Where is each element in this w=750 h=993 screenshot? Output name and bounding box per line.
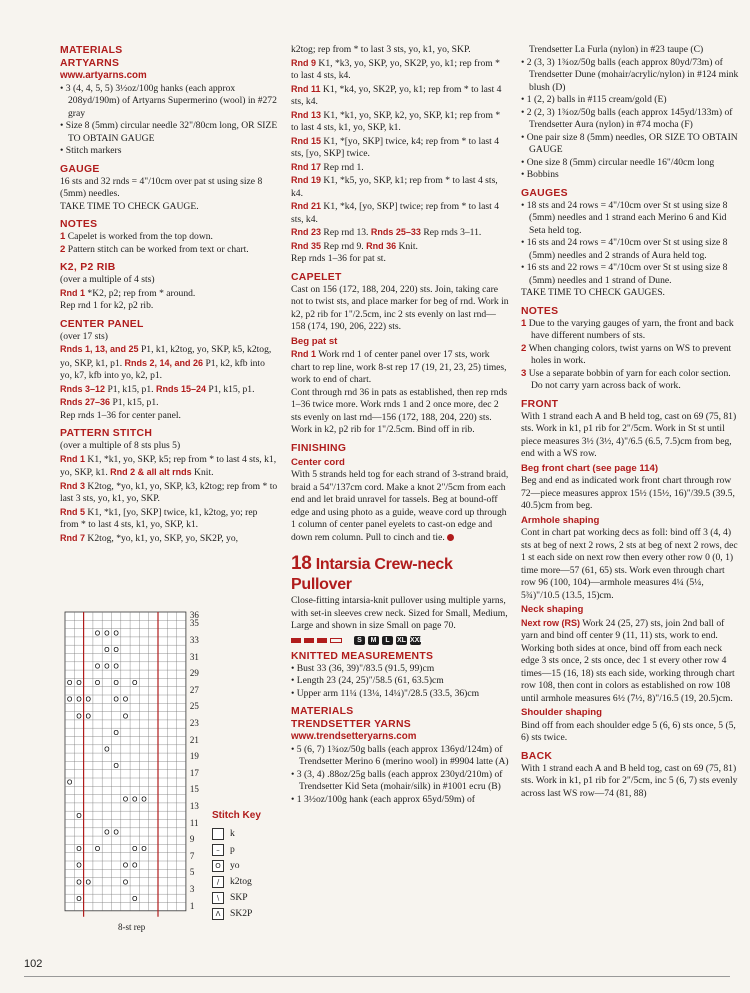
instruction: Work rnd 1 of center panel over 17 sts, work chart to rep line, work 8-st rep 17 (19, 21, 23, 25) times, work to end of chart. <box>291 349 507 385</box>
stitch-key-item <box>212 890 261 906</box>
note-text: Due to the varying gauges of yarn, the front and back have different numbers of sts. <box>528 317 734 341</box>
stitch-symbol-icon: / <box>212 876 224 888</box>
material-item: • One size 8 (5mm) circular needle 16"/40cm long <box>521 156 715 168</box>
k2p2-heading: K2, P2 RIB <box>60 262 116 273</box>
material-item: • Stitch markers <box>60 145 122 156</box>
instruction: K2tog, *yo, k1, yo, SKP, yo, SK2P, yo, <box>87 532 239 544</box>
size-icon: L <box>382 636 393 645</box>
materials-heading: MATERIALS <box>60 45 123 56</box>
k2p2-text: Rep rnd 1 for k2, p2 rib. <box>60 300 154 311</box>
chart-row-number: 27 <box>189 684 199 695</box>
material-item: Trendsetter La Furla (nylon) in #23 taupe (C) <box>529 44 704 55</box>
chart-stitch-symbol: O <box>66 695 73 704</box>
stitch-key-label: SK2P <box>230 908 253 919</box>
shoulder-heading: Shoulder shaping <box>521 707 603 718</box>
gauge-check: TAKE TIME TO CHECK GAUGE. <box>60 200 199 212</box>
note-text: Pattern stitch can be worked from text or chart. <box>67 243 249 255</box>
material-item: • Bobbins <box>521 169 559 180</box>
chart-stitch-symbol: O <box>85 878 92 887</box>
column-3 <box>521 44 740 800</box>
chart-stitch-symbol: O <box>141 795 147 804</box>
pattern-number: 18 <box>291 553 312 574</box>
chart-stitch-symbol: O <box>141 845 147 854</box>
chart-row-number: 33 <box>189 634 199 645</box>
size-icon: XL <box>397 636 406 644</box>
chart-row-number: 7 <box>189 850 195 861</box>
chart-stitch-symbol: O <box>76 894 82 903</box>
stitch-key-item <box>212 906 261 922</box>
rep-label: 8-st rep <box>118 922 146 932</box>
chart-stitch-symbol: O <box>94 629 101 638</box>
front-text: With 1 strand each A and B held tog, cast on 69 (75, 81) sts. Work in k1, p1 rib for 2"/5cm. Work in St st until piece measures 3½ (3½, 4)"/6.5 (6.5, 7.5)cm from beg, end with a WS row. <box>521 410 737 459</box>
pattern-description: Close-fitting intarsia-knit pullover using multiple yarns, with set-in sleeves crew neck. Sized for Small, Medium, Large and shown in size Small on page 70. <box>291 595 508 631</box>
stitch-key-label: yo <box>230 860 240 871</box>
chart-stitch-symbol: O <box>94 679 101 688</box>
instruction: Knit. <box>398 240 418 252</box>
chart-grid <box>60 608 210 928</box>
instruction: *K2, p2; rep from * around. <box>87 287 196 299</box>
gauge-text: 16 sts and 32 rnds = 4"/10cm over pat st using size 8 (5mm) needles. <box>60 175 263 199</box>
instruction: K1, *k4, [yo, SKP] twice; rep from * to last 4 sts, k4. <box>291 201 500 225</box>
instruction: P1, k2, kfb into yo, k7, kfb into yo, k2, p1. <box>60 357 265 381</box>
round-label: Rnds 2, 14, and 26 <box>124 357 204 368</box>
chart-stitch-symbol: O <box>104 662 110 671</box>
notes-heading: NOTES <box>60 219 98 230</box>
chart-row-number: 13 <box>189 800 199 811</box>
front-text: Cont in chart pat working decs as foll: bind off 3 (4, 4) sts at beg of next 2 rows, 2 sts at beg of next 2 rows, dec 1 st each side on next row then every other row 0 (0, 1) time more—57 (61, 65) sts. Work even through chart row 96 (100, 104)—armhole measures 4¼ (5¼, 5¾)"/10.5 (13.5, 15)cm. <box>521 527 738 601</box>
round-label: Rnd 1 <box>60 453 86 464</box>
chart-stitch-symbol: O <box>113 645 119 654</box>
instruction: P1, k1, k2tog, yo, SKP, k5, k2tog, yo, SKP, k1, p1. <box>60 344 272 369</box>
back-text: With 1 strand each A and B held tog, cast on 69 (75, 81) sts. Work in k1, p1 rib for 2"/5cm, inc 5 (6, 7) sts evenly across last WS row—74 (81, 88) <box>521 762 738 799</box>
ps-text: (over a multiple of 8 sts plus 5) <box>60 440 181 451</box>
chart-stitch-symbol: O <box>104 629 110 638</box>
chart-stitch-symbol: O <box>104 645 110 654</box>
round-label: Rnds 15–24 <box>155 383 206 394</box>
chart-stitch-symbol: O <box>76 878 82 887</box>
stitch-key <box>212 808 261 922</box>
skill-level-bar <box>304 638 314 643</box>
size-icon: XXL <box>410 636 424 644</box>
center-panel-heading: CENTER PANEL <box>60 318 144 330</box>
material-item: • Size 8 (5mm) circular needle 32"/80cm long, OR SIZE TO OBTAIN GAUGE <box>60 120 278 144</box>
ps-text: k2tog; rep from * to last 3 sts, yo, k1, yo, SKP. <box>291 44 471 55</box>
note-item <box>521 368 740 393</box>
ps-text <box>60 506 278 532</box>
instruction: With 5 strands held tog for each strand of 3-strand braid, braid a 54"/137cm cord. Make a knot 2"/5cm from each end and let braid unravel for tassels. Beg at bound-off edge and using photo as a guide, weave cord up through 1 column of center panel eyelets to cast-on edge and down rem column. Pull to cinch and tie. <box>291 469 509 543</box>
note-item <box>60 244 278 257</box>
round-label: Rnd 21 <box>291 201 322 211</box>
chart-row-number: 17 <box>189 767 199 778</box>
chart-stitch-symbol: O <box>113 728 119 737</box>
materials-heading: MATERIALS <box>291 706 354 717</box>
note-number: 2 <box>60 243 66 255</box>
stitch-key-title: Stitch Key <box>212 810 261 821</box>
material-item: • 3 (3, 4) .88oz/25g balls (each approx 230yd/210m) of Trendsetter Kid Seta (mohair/silk) in #1001 ecru (B) <box>291 768 503 792</box>
chart-stitch-symbol: O <box>122 712 129 721</box>
chart-stitch-symbol: O <box>131 679 138 688</box>
artyarns-url[interactable]: www.artyarns.com <box>60 70 147 81</box>
material-item: • 5 (6, 7) 1¾oz/50g balls (each approx 136yd/124m) of Trendsetter Merino 6 (merino wool) in #9904 latte (A) <box>291 743 509 767</box>
chart-stitch-symbol: O <box>104 745 110 754</box>
chart-stitch-symbol: O <box>66 778 73 787</box>
center-cord-heading: Center cord <box>291 456 345 468</box>
column-1 <box>60 44 278 545</box>
note-number: 1 <box>60 231 66 242</box>
chart-stitch-symbol: O <box>131 795 138 804</box>
footer-rule <box>24 976 730 977</box>
gauge-check: TAKE TIME TO CHECK GAUGES. <box>521 287 665 298</box>
chart-row-number: 1 <box>189 900 195 911</box>
round-label: Rnd 35 <box>291 240 322 251</box>
round-label: Rnd 1 <box>60 287 86 298</box>
note-text: Use a separate bobbin of yarn for each color section. Do not carry yarn across back of work. <box>528 367 731 391</box>
chart-stitch-symbol: O <box>122 795 129 804</box>
gauge-item: • 16 sts and 22 rows = 4"/10cm over St st using size 8 (5mm) needles and 1 strand of Dune. <box>521 262 728 286</box>
finishing-heading: FINISHING <box>291 442 347 454</box>
stitch-key-label: k <box>230 828 235 839</box>
armhole-heading: Armhole shaping <box>521 514 600 526</box>
chart-row-number: 36 <box>189 610 199 620</box>
chart-stitch-symbol: O <box>76 861 82 870</box>
stitch-symbol-icon: O <box>212 860 224 872</box>
front-text: Bind off from each shoulder edge 5 (6, 6) sts once, 5 (5, 6) sts twice. <box>521 719 736 743</box>
instruction: K1, *[yo, SKP] twice, k4; rep from * to last 4 sts, [yo, SKP] twice. <box>291 135 500 159</box>
chart-stitch-symbol: O <box>85 712 92 721</box>
chart-stitch-symbol: O <box>113 679 119 688</box>
beg-front-chart-heading: Beg front chart (see page 114) <box>521 462 659 474</box>
chart-row-number: 3 <box>189 883 195 894</box>
skill-level-bar <box>317 638 327 643</box>
artyarns-heading: ARTYARNS <box>60 58 120 69</box>
note-item <box>521 318 740 343</box>
measurement-item: • Upper arm 11¼ (13¼, 14¼)"/28.5 (33.5, 36)cm <box>291 687 480 699</box>
note-number: 2 <box>521 342 527 354</box>
note-item <box>521 343 740 368</box>
chart-row-number: 5 <box>189 867 195 878</box>
k2p2-text <box>60 287 278 301</box>
instruction: P1, k15, p1. <box>107 383 154 395</box>
row-label: Next row (RS) <box>521 617 581 628</box>
round-label: Rnd 9 <box>291 57 317 68</box>
notes-heading: NOTES <box>521 305 559 317</box>
round-label: Rnd 15 <box>291 135 322 146</box>
gauge-heading: GAUGE <box>60 163 100 175</box>
stitch-symbol-icon: – <box>212 844 224 856</box>
chart-stitch-symbol: O <box>122 695 129 704</box>
chart-row-number: 11 <box>189 817 199 828</box>
instruction: Rep rnds 1–36 for pat st. <box>291 253 386 264</box>
instruction: K1, *k5, yo, SKP, k1; rep from * to last 4 sts, k4. <box>291 175 498 199</box>
chart-stitch-symbol: O <box>122 861 129 870</box>
round-label: Rnd 17 <box>291 161 322 172</box>
front-text: Beg and end as indicated work front chart through row 72—piece measures approx 15½ (15½, 16)"/39.5 (39.5, 40.5)cm from beg. <box>521 475 735 511</box>
chart-row-number: 25 <box>189 701 199 712</box>
page-number: 102 <box>24 958 43 970</box>
stitch-symbol-icon: \ <box>212 892 224 904</box>
capelet-text: Cast on 156 (172, 188, 204, 220) sts. Join, taking care not to twist sts, and place marker for beg of rnd. Work in k2, p2 rib for 1"/2.5cm, inc 2 sts evenly on last rnd—158 (174, 190, 206, 222) sts. <box>291 283 509 332</box>
round-label: Rnd 2 & all alt rnds <box>110 467 192 477</box>
material-item: • 2 (2, 3) 1¾oz/50g balls (each approx 145yd/133m) of Trendsetter Aura (nylon) in #74 mocha (F) <box>521 106 733 130</box>
stitch-key-label: SKP <box>230 892 248 903</box>
chart-stitch-symbol: O <box>113 695 119 704</box>
chart-stitch-symbol: O <box>76 679 82 688</box>
chart-stitch-symbol: O <box>66 679 73 688</box>
cp-text <box>60 343 278 383</box>
pattern-name: Intarsia Crew-neck Pullover <box>291 556 453 593</box>
round-label: Rnds 1, 13, and 25 <box>60 344 139 354</box>
instruction: P1, k15, p1. <box>112 397 159 408</box>
end-bullet-icon <box>447 534 454 541</box>
round-label: Rnds 25–33 <box>370 227 421 237</box>
round-label: Rnd 11 <box>291 83 321 94</box>
measurement-item: • Length 23 (24, 25)"/58.5 (61, 63.5)cm <box>291 675 444 686</box>
note-number: 3 <box>521 367 527 379</box>
chart-row-number: 19 <box>189 751 199 762</box>
ps-text <box>60 480 278 506</box>
chart-stitch-symbol: O <box>76 811 82 820</box>
chart-row-number: 23 <box>189 717 199 728</box>
chart-row-number: 9 <box>189 834 195 845</box>
instruction: K1, *k4, yo, SK2P, yo, k1; rep from * to last 4 sts, k4. <box>291 83 502 107</box>
capelet-text: Cont through rnd 36 in pats as established, then rep rnds 1–36 twice more. Work rnds 1 and 2 once more, dec 2 sts evenly on last rnd—156 (172, 188, 204, 220) sts. Work in k2, p2 rib for 1"/2.5cm. Bind off in rib. <box>291 386 508 435</box>
round-label: Rnd 7 <box>60 532 86 543</box>
chart-stitch-symbol: O <box>94 662 101 671</box>
chart-row-number: 15 <box>189 784 199 795</box>
instruction: K1, *k1, yo, SKP, k2, yo, SKP, k1; rep from * to last 4 sts, k1, yo, SKP, k1. <box>291 109 501 133</box>
gauge-item: • 16 sts and 24 rows = 4"/10cm over St st using size 8 (5mm) needles and 2 strands of Aura held tog. <box>521 237 728 261</box>
chart-row-number: 35 <box>189 618 199 629</box>
instruction: K1, *k1, [yo, SKP] twice, k1, k2tog, yo; rep from * to last 4 sts, k1, yo, SKP, k1. <box>60 506 258 530</box>
pattern-stitch-heading: PATTERN STITCH <box>60 428 153 439</box>
material-item: • 2 (3, 3) 1¾oz/50g balls (each approx 80yd/73m) of Trendsetter Dune (mohair/acrylic/nylon) in #124 mink blush (D) <box>521 56 739 93</box>
round-label: Rnds 3–12 <box>60 383 106 394</box>
instruction: K2tog, *yo, k1, yo, SKP, k3, k2tog; rep from * to last 3 sts, yo, k1, yo, SKP. <box>60 480 278 504</box>
round-label: Rnd 36 <box>366 240 397 251</box>
instruction: Work 24 (25, 27) sts, join 2nd ball of yarn and bind off center 9 (11, 11) sts, work to end. Working both sides at once, bind off from each neck edge 3 sts once, 2 sts once, dec 1 st every other row 4 times—15 (16, 18) sts each side, working through chart row 108, then cont in colors as established on row 108 until armhole measures 6½ (7½, 8)"/16.5 (19, 20.5)cm. <box>521 617 735 704</box>
chart-stitch-symbol: O <box>104 828 110 837</box>
material-item: • One pair size 8 (5mm) needles, OR SIZE TO OBTAIN GAUGE <box>521 131 738 155</box>
instruction: Rep rnd 9. <box>323 240 364 252</box>
stitch-symbol-icon <box>212 828 224 840</box>
skill-level <box>291 636 509 645</box>
skill-level-bar <box>330 638 342 643</box>
chart-stitch-symbol: O <box>113 662 119 671</box>
instruction: K1, *k3, yo, SKP, yo, SK2P, yo, k1; rep from * to last 4 sts, k4. <box>291 57 500 81</box>
note-number: 1 <box>521 317 527 329</box>
chart-stitch-symbol: O <box>76 845 82 854</box>
trendsetter-url[interactable]: www.trendsetteryarns.com <box>291 731 417 742</box>
chart-row-number: 21 <box>189 734 199 745</box>
chart-stitch-symbol: O <box>85 695 92 704</box>
round-label: Rnd 3 <box>60 480 86 491</box>
material-item: • 3 (4, 4, 5, 5) 3½oz/100g hanks (each approx 208yd/190m) of Artyarns Supermerino (wool) in #272 gray <box>60 82 277 119</box>
chart-stitch-symbol: O <box>131 845 138 854</box>
column-2 <box>291 44 509 806</box>
gauge-item: • 18 sts and 24 rows = 4"/10cm over St st using size 8 (5mm) needles and 1 strand each Merino 6 and Kid Seta held tog. <box>521 199 728 236</box>
chart-row-number: 31 <box>189 651 199 662</box>
cp-text: Rep rnds 1–36 for center panel. <box>60 409 181 421</box>
chart-stitch-symbol: O <box>76 712 82 721</box>
note-item <box>60 231 278 244</box>
instruction: P1, k15, p1. <box>208 383 255 395</box>
chart-stitch-symbol: O <box>122 878 129 887</box>
chart-stitch-symbol: O <box>131 861 138 870</box>
stitch-key-label: p <box>230 844 235 855</box>
round-label: Rnd 5 <box>60 506 86 517</box>
capelet-heading: CAPELET <box>291 271 342 283</box>
chart-stitch-symbol: O <box>113 828 119 837</box>
round-label: Rnds 27–36 <box>60 397 111 407</box>
size-icon: S <box>354 636 365 645</box>
k2p2-text: (over a multiple of 4 sts) <box>60 274 155 285</box>
stitch-key-label: k2tog <box>230 876 252 887</box>
chart-stitch-symbol: O <box>131 894 138 903</box>
stitch-key-item <box>212 842 261 858</box>
round-label: Rnd 23 <box>291 227 322 237</box>
cp-text: (over 17 sts) <box>60 330 108 342</box>
round-label: Rnd 19 <box>291 175 322 185</box>
ps-text <box>60 453 278 480</box>
beg-pat-heading: Beg pat st <box>291 335 338 347</box>
finishing-text <box>291 469 509 544</box>
stitch-key-item <box>212 858 261 874</box>
instruction: Rep rnd 1. <box>323 161 364 173</box>
instruction: Rep rnd 13. <box>323 227 369 238</box>
instruction: K1, *k1, yo, SKP, k5; rep from * to last 4 sts, k1, yo, SKP, k1. <box>60 453 277 478</box>
pattern-title <box>291 554 509 595</box>
material-item: • 1 (2, 2) balls in #115 cream/gold (E) <box>521 94 667 105</box>
chart-stitch-symbol: O <box>113 762 119 771</box>
gauges-heading: GAUGES <box>521 187 568 199</box>
pattern-chart <box>60 608 210 933</box>
chart-row-number: 29 <box>189 668 199 679</box>
front-heading: FRONT <box>521 398 559 410</box>
stitch-symbol-icon: Λ <box>212 908 224 920</box>
back-heading: BACK <box>521 750 553 762</box>
stitch-key-item <box>212 874 261 890</box>
instruction: Knit. <box>194 467 214 478</box>
ps-text <box>60 532 278 546</box>
knitted-measurements-heading: KNITTED MEASUREMENTS <box>291 650 434 662</box>
chart-stitch-symbol: O <box>76 695 82 704</box>
material-item: • 1 3½oz/100g hank (each approx 65yd/59m) of <box>291 793 475 805</box>
trendsetter-heading: TRENDSETTER YARNS <box>291 719 411 730</box>
round-label: Rnd 1 <box>291 349 317 359</box>
cp-text <box>60 383 278 410</box>
instruction: Rep rnds 3–11. <box>423 227 482 238</box>
chart-stitch-symbol: O <box>94 845 101 854</box>
round-label: Rnd 13 <box>291 109 322 120</box>
chart-stitch-symbol: O <box>113 629 119 638</box>
note-text: When changing colors, twist yarns on WS to prevent holes in work. <box>528 342 732 366</box>
neck-heading: Neck shaping <box>521 604 584 615</box>
stitch-key-item <box>212 826 261 842</box>
skill-level-bar <box>291 638 301 643</box>
measurement-item: • Bust 33 (36, 39)"/83.5 (91.5, 99)cm <box>291 662 435 674</box>
note-text: Capelet is worked from the top down. <box>67 231 213 242</box>
size-icon: M <box>368 636 379 645</box>
